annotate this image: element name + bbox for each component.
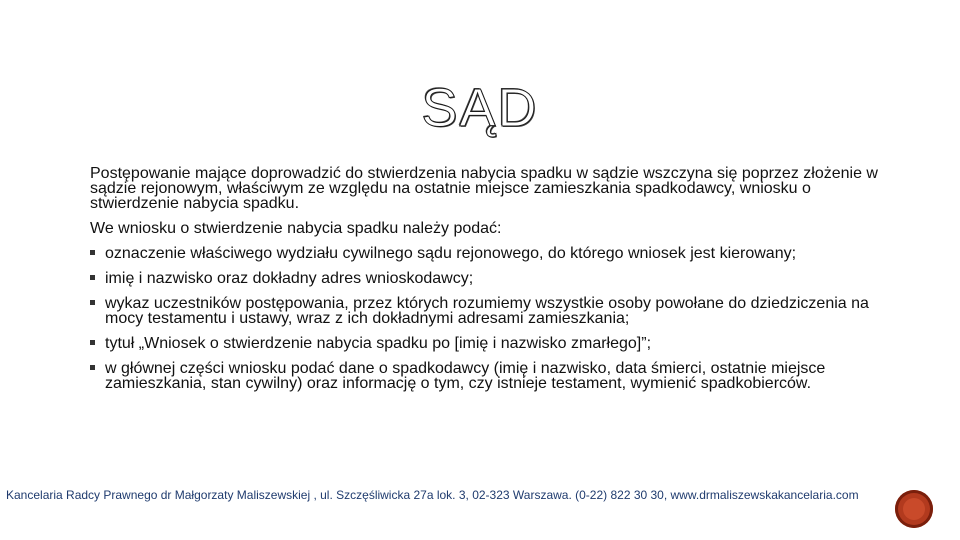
footer-contact: Kancelaria Radcy Prawnego dr Małgorzaty Maliszewskiej , ul. Szczęśliwicka 27a lok. 3, 02-323 Warszawa. (0-22) 822 30 30, www.drmaliszewskakancelaria.com: [6, 488, 859, 502]
intro-paragraph: Postępowanie mające doprowadzić do stwierdzenia nabycia spadku w sądzie wszczyna się poprzez złożenie w sądzie rejonowym, właściwym ze względu na ostatnie miejsce zamieszkania spadkodawcy, wniosku o stwierdzenie nabycia spadku.: [90, 165, 878, 212]
list-item-text: oznaczenie właściwego wydziału cywilnego sądu rejonowego, do którego wniosek jest kierowany;: [105, 245, 797, 262]
list-item-text: wykaz uczestników postępowania, przez których rozumiemy wszystkie osoby powołane do dziedziczenia na mocy testamentu i ustawy, wraz z ich dokładnymi adresami zamieszkania;: [105, 295, 869, 327]
slide-marker-icon: [895, 490, 933, 528]
square-bullet-icon: [90, 250, 95, 255]
list-intro-paragraph: We wniosku o stwierdzenie nabycia spadku należy podać:: [90, 220, 502, 237]
list-item: [90, 336, 880, 351]
slide-marker-inner: [903, 498, 925, 520]
square-bullet-icon: [90, 300, 95, 305]
list-item: [90, 246, 880, 261]
slide-title: SĄD: [421, 78, 539, 138]
list-item: [90, 271, 880, 286]
list-item: [90, 361, 880, 391]
list-item-text: w głównej części wniosku podać dane o spadkodawcy (imię i nazwisko, data śmierci, ostatnie miejsce zamieszkania, stan cywilny) oraz informację o tym, czy istnieje testament, wymienić spadkobierców.: [105, 360, 826, 392]
slide-body: [90, 166, 880, 401]
list-item-text: imię i nazwisko oraz dokładny adres wnioskodawcy;: [105, 270, 474, 287]
square-bullet-icon: [90, 275, 95, 280]
square-bullet-icon: [90, 340, 95, 345]
square-bullet-icon: [90, 365, 95, 370]
list-item: [90, 296, 880, 326]
requirements-list: [90, 246, 880, 391]
list-item-text: tytuł „Wniosek o stwierdzenie nabycia spadku po [imię i nazwisko zmarłego]”;: [105, 335, 652, 352]
